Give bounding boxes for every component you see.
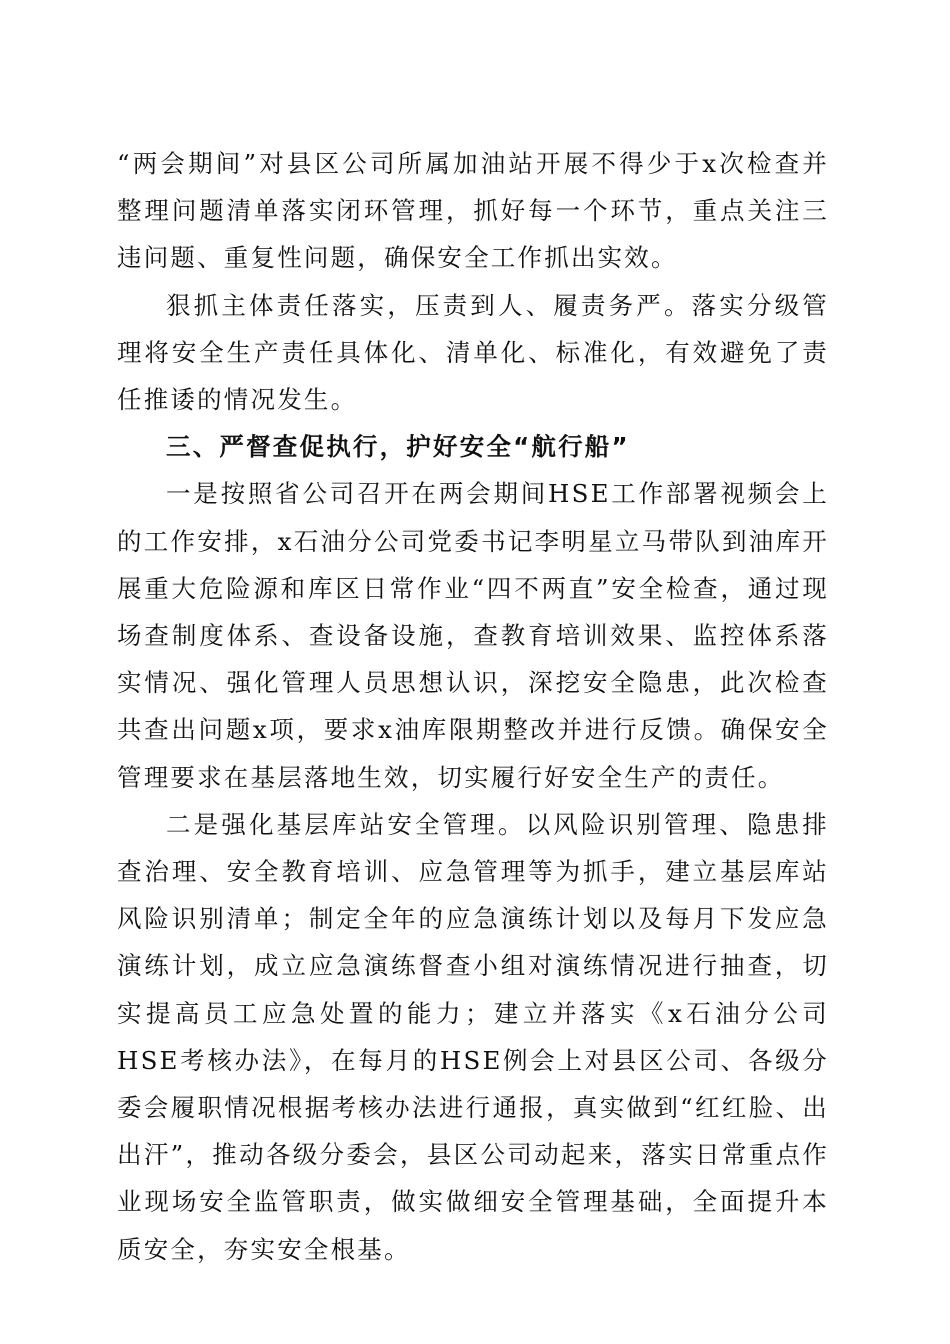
paragraph-continued: “两会期间”对县区公司所属加油站开展不得少于x次检查并整理问题清单落实闭环管理，抓好每一个环节，重点关注三违问题、重复性问题，确保安全工作抓出实效。 [117,149,829,273]
paragraph-responsibility: 狠抓主体责任落实，压责到人、履责务严。落实分级管理将安全生产责任具体化、清单化、标准化，有效避免了责任推诿的情况发生。 [117,290,829,415]
section-heading-3: 三、严督查促执行，护好安全“航行船” [166,432,630,462]
paragraph-second-measure: 二是强化基层库站安全管理。以风险识别管理、隐患排查治理、安全教育培训、应急管理等为抓手，建立基层库站风险识别清单；制定全年的应急演练计划以及每月下发应急演练计划，成立应急演练督查小组对演练情况进行抽查，切实提高员工应急处置的能力；建立并落实《x石油分公司HSE考核办法》，在每月的HSE例会上对县区公司、各级分委会履职情况根据考核办法进行通报，真实做到“红红脸、出出汗”，推动各级分委会，县区公司动起来，落实日常重点作业现场安全监管职责，做实做细安全管理基础，全面提升本质安全，夯实安全根基。 [117,809,829,1264]
document-body [117,140,829,1273]
paragraph-first-measure: 一是按照省公司召开在两会期间HSE工作部署视频会上的工作安排，x石油分公司党委书记李明星立马带队到油库开展重大危险源和库区日常作业“四不两直”安全检查，通过现场查制度体系、查设备设施，查教育培训效果、监控体系落实情况、强化管理人员思想认识，深挖安全隐患，此次检查共查出问题x项，要求x油库限期整改并进行反馈。确保安全管理要求在基层落地生效，切实履行好安全生产的责任。 [117,479,829,792]
